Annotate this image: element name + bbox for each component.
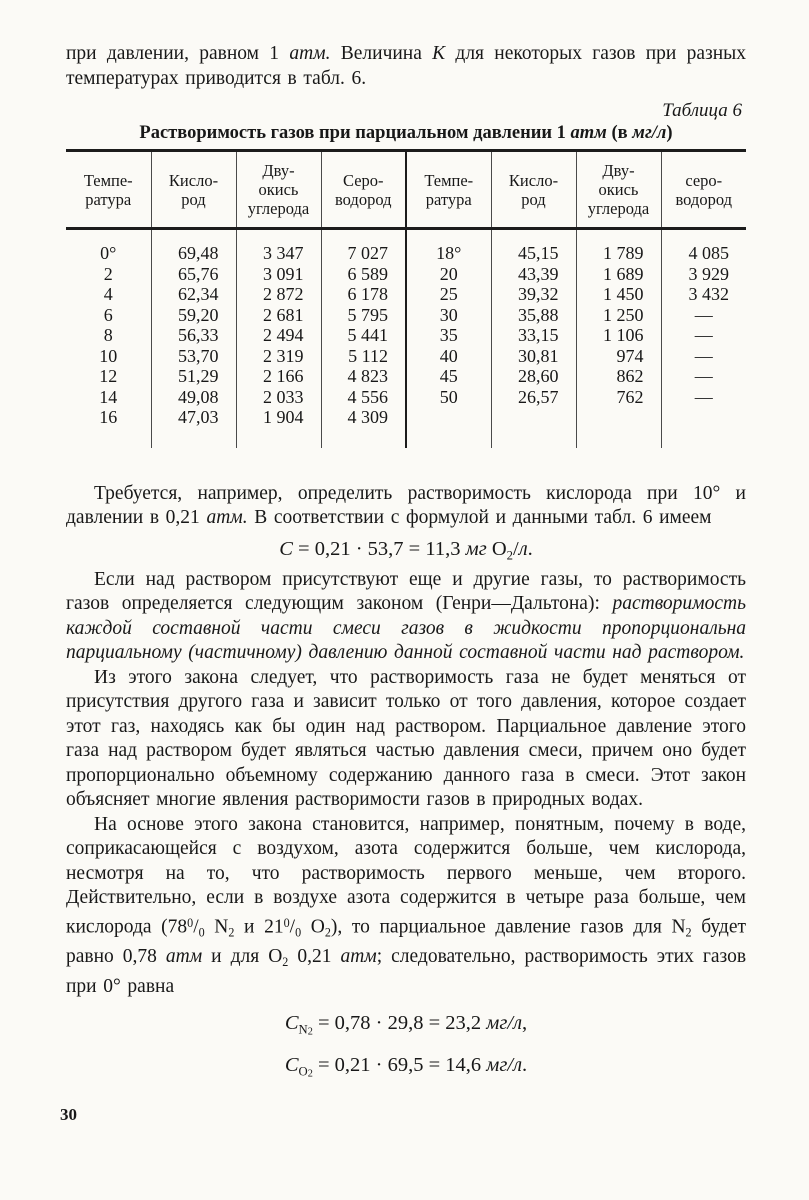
- table-cell: [491, 407, 576, 448]
- table-cell: 49,08: [151, 387, 236, 408]
- text-segment: С: [284, 1012, 299, 1035]
- formula-group: [66, 1007, 746, 1090]
- text-segment: 0: [198, 925, 205, 940]
- table-cell: 2: [103, 263, 113, 284]
- text-segment: будет равно 0,78: [66, 916, 746, 968]
- table-cell: 1 450: [576, 284, 661, 305]
- table-row: [66, 305, 746, 326]
- table-cell: 4 823: [321, 366, 406, 387]
- column-header: Темпе- ратура: [406, 151, 491, 229]
- table-cell: 2 319: [236, 346, 321, 367]
- text-segment: С: [279, 537, 293, 560]
- table-cell: 2 681: [236, 305, 321, 326]
- table-cell: 39,32: [491, 284, 576, 305]
- text-segment: атм: [570, 123, 607, 143]
- text-segment: ), то парциальное давление газов для N: [330, 916, 686, 938]
- text-segment: и 21: [234, 916, 284, 938]
- text-segment: мг/л: [486, 1012, 523, 1035]
- text-segment: Растворимость газов при парциальном давлении 1: [139, 123, 571, 143]
- table-row: [66, 407, 746, 448]
- text-segment: N: [298, 1022, 308, 1037]
- table-cell: 51,29: [151, 366, 236, 387]
- text-segment: Величина: [330, 43, 433, 64]
- table-cell: 1 789: [576, 229, 661, 264]
- table-row: [66, 284, 746, 305]
- text-segment: ,: [522, 1012, 528, 1035]
- text-segment: мг/л: [632, 123, 667, 143]
- formula-oxygen-example: [66, 538, 746, 563]
- table-cell: 6 589: [321, 264, 406, 285]
- text-segment: 2: [282, 955, 289, 970]
- text-segment: для некоторых газов при разных температурах приводится в табл. 6.: [66, 43, 746, 89]
- table-cell: 4 085: [661, 229, 746, 264]
- table-cell: 3 347: [236, 229, 321, 264]
- table-cell: 45,15: [491, 229, 576, 264]
- table-cell: 35: [406, 325, 491, 346]
- table-cell: 1 106: [576, 325, 661, 346]
- table-cell: 40: [406, 346, 491, 367]
- table-cell: 5 112: [321, 346, 406, 367]
- table-cell: [406, 407, 491, 448]
- table-cell: 18°: [406, 229, 491, 264]
- header-row: [66, 151, 746, 229]
- intro-paragraph: [66, 42, 746, 91]
- text-segment: Если над раствором присутствуют еще и другие газы, то растворимость газов определяется следующим законом (Генри—Дальтона):: [66, 568, 746, 615]
- text-segment: .: [522, 1053, 528, 1076]
- text-segment: Требуется, например, определить растворимость кислорода при 10° и давлении в 0,21: [66, 482, 746, 528]
- table-cell: 2 494: [236, 325, 321, 346]
- text-segment: = 0,21 · 53,7 = 11,3: [292, 537, 466, 560]
- text-segment: (в: [606, 123, 633, 143]
- table-cell: 3 091: [236, 264, 321, 285]
- table-row: [66, 264, 746, 285]
- table-cell: 30: [406, 305, 491, 326]
- table-cell: 20: [406, 264, 491, 285]
- text-segment: На основе этого закона становится, например, понятным, почему в воде, соприкасающейся с воздухом, азота содержится больше, чем кислорода, несмотря на то, что растворимость первого меньше, чем второго. Действительно, если в воздухе азота содержится в четыре раза больше, чем кислорода (78: [66, 813, 746, 938]
- text-segment: ): [666, 123, 673, 143]
- text-segment: и для О: [202, 946, 283, 968]
- table-cell: 8: [103, 325, 113, 345]
- text-segment: О: [486, 537, 507, 560]
- column-header: Темпе- ратура: [66, 151, 151, 229]
- text-segment: /: [193, 916, 199, 938]
- formula-group-inner: [285, 1007, 527, 1090]
- table-cell: 5 441: [321, 325, 406, 346]
- table-row: [66, 346, 746, 367]
- table-cell: 4 309: [321, 407, 406, 448]
- table-title: [66, 123, 746, 144]
- text-segment: 2: [228, 925, 235, 940]
- text-segment: атм.: [206, 507, 248, 528]
- table-cell: 10: [99, 345, 118, 366]
- table-cell: 1 250: [576, 305, 661, 326]
- text-segment: 2: [506, 547, 513, 562]
- text-segment: 0: [283, 915, 290, 930]
- table-cell: 69,48: [151, 229, 236, 264]
- column-header: Кисло- род: [491, 151, 576, 229]
- table-cell: 45: [406, 366, 491, 387]
- text-segment: 2: [307, 1026, 313, 1038]
- table-cell: 14: [99, 386, 118, 407]
- paragraph-henry-dalton-law: [66, 568, 746, 666]
- text-segment: атм: [340, 946, 377, 968]
- table-cell: 43,39: [491, 264, 576, 285]
- paragraph-example: [66, 482, 746, 531]
- text-segment: 0,21: [288, 946, 341, 968]
- text-segment: при давлении, равном 1: [66, 43, 290, 64]
- text-segment: /: [513, 537, 519, 560]
- column-header: Дву- окись углерода: [576, 151, 661, 229]
- table-cell: —: [661, 325, 746, 346]
- table-row: [66, 366, 746, 387]
- text-segment: атм.: [289, 43, 331, 64]
- table-cell: 974: [576, 346, 661, 367]
- table-cell: 35,88: [491, 305, 576, 326]
- text-segment: Из этого закона следует, что растворимость газа не будет меняться от присутствия другого газа и зависит только от того давления, которое создает этот газ, находясь как бы один над раствором. Парциальное давление этого газа над раствором будет являться частью давления смеси, причем оно будет пропорционально объемному содержанию данного газа в смеси. Этот закон объясняет многие явления растворимости газов в природных водах.: [66, 666, 746, 811]
- text-segment: .: [527, 537, 533, 560]
- text-segment: атм: [165, 946, 203, 968]
- text-segment: В соответствии с формулой и данными табл. 6 имеем: [247, 507, 712, 528]
- table-cell: —: [661, 305, 746, 326]
- text-segment: мг/л: [486, 1053, 523, 1076]
- text-segment: растворимость каждой составной части смеси газов в жидкости пропорциональна парциальному (частичному) давлению данной составной части над раствором.: [66, 593, 746, 664]
- table-cell: —: [661, 387, 746, 408]
- gas-solubility-table: [66, 149, 746, 448]
- table-cell: 1 904: [236, 407, 321, 448]
- table-cell: —: [661, 366, 746, 387]
- column-header: Кисло- род: [151, 151, 236, 229]
- table-cell: 12: [99, 366, 118, 386]
- table-row: [66, 325, 746, 346]
- formula-nitrogen: [285, 1007, 527, 1049]
- text-segment: О: [301, 916, 325, 938]
- table-cell: 33,15: [491, 325, 576, 346]
- table-cell: 59,20: [151, 305, 236, 326]
- text-segment: мг: [465, 537, 487, 560]
- table-cell: [576, 407, 661, 448]
- text-segment: 2: [307, 1068, 313, 1080]
- table-cell: 4: [103, 284, 113, 304]
- table-cell: 26,57: [491, 387, 576, 408]
- text-segment: 2: [685, 925, 692, 940]
- text-segment: л: [518, 537, 528, 560]
- table-cell: 65,76: [151, 264, 236, 285]
- table-cell: 3 929: [661, 264, 746, 285]
- table-body: [66, 229, 746, 448]
- column-header: Серо- водород: [321, 151, 406, 229]
- text-segment: 0: [295, 925, 302, 940]
- table-row: [66, 229, 746, 264]
- table-caption: Таблица 6: [662, 100, 742, 121]
- text-segment: 2: [324, 925, 331, 940]
- formula-oxygen: [285, 1049, 527, 1091]
- table-cell: 3 432: [661, 284, 746, 305]
- text-segment: = 0,21 · 69,5 = 14,6: [312, 1053, 487, 1076]
- table-cell: 2 872: [236, 284, 321, 305]
- table-cell: 0°: [100, 243, 117, 263]
- table-cell: 6: [103, 304, 113, 325]
- table-cell: 56,33: [151, 325, 236, 346]
- table-cell: —: [661, 346, 746, 367]
- text-segment: ; следовательно, растворимость этих газов при 0° равна: [66, 946, 747, 997]
- table-cell: 47,03: [151, 407, 236, 448]
- table-cell: 16: [99, 407, 118, 427]
- text-segment: 0: [187, 915, 194, 930]
- table-cell: 762: [576, 387, 661, 408]
- table-row: [66, 387, 746, 408]
- text-segment: = 0,78 · 29,8 = 23,2: [312, 1012, 487, 1035]
- table-cell: 2 033: [236, 387, 321, 408]
- text-segment: O: [298, 1064, 308, 1079]
- table-cell: 862: [576, 366, 661, 387]
- table-cell: 30,81: [491, 346, 576, 367]
- table-cell: 25: [406, 284, 491, 305]
- table-cell: 62,34: [151, 284, 236, 305]
- table-cell: 28,60: [491, 366, 576, 387]
- column-header: Дву- окись углерода: [236, 151, 321, 229]
- table-cell: 53,70: [151, 346, 236, 367]
- paragraph-law-consequence: [66, 666, 746, 813]
- table-cell: 1 689: [576, 264, 661, 285]
- table-header: [66, 151, 746, 229]
- table-cell: 2 166: [236, 366, 321, 387]
- table-cell: 5 795: [321, 305, 406, 326]
- table-cell: [661, 407, 746, 448]
- table-cell: 7 027: [321, 229, 406, 264]
- paragraph-air-example: [66, 813, 746, 999]
- text-segment: К: [432, 43, 446, 64]
- table-cell: 4 556: [321, 387, 406, 408]
- text-segment: N: [204, 916, 229, 938]
- text-segment: /: [289, 916, 296, 938]
- column-header: серо- водород: [661, 151, 746, 229]
- table-cell: 6 178: [321, 284, 406, 305]
- text-segment: С: [284, 1053, 299, 1076]
- page-number: 30: [60, 1104, 77, 1124]
- table-cell: 50: [406, 387, 491, 408]
